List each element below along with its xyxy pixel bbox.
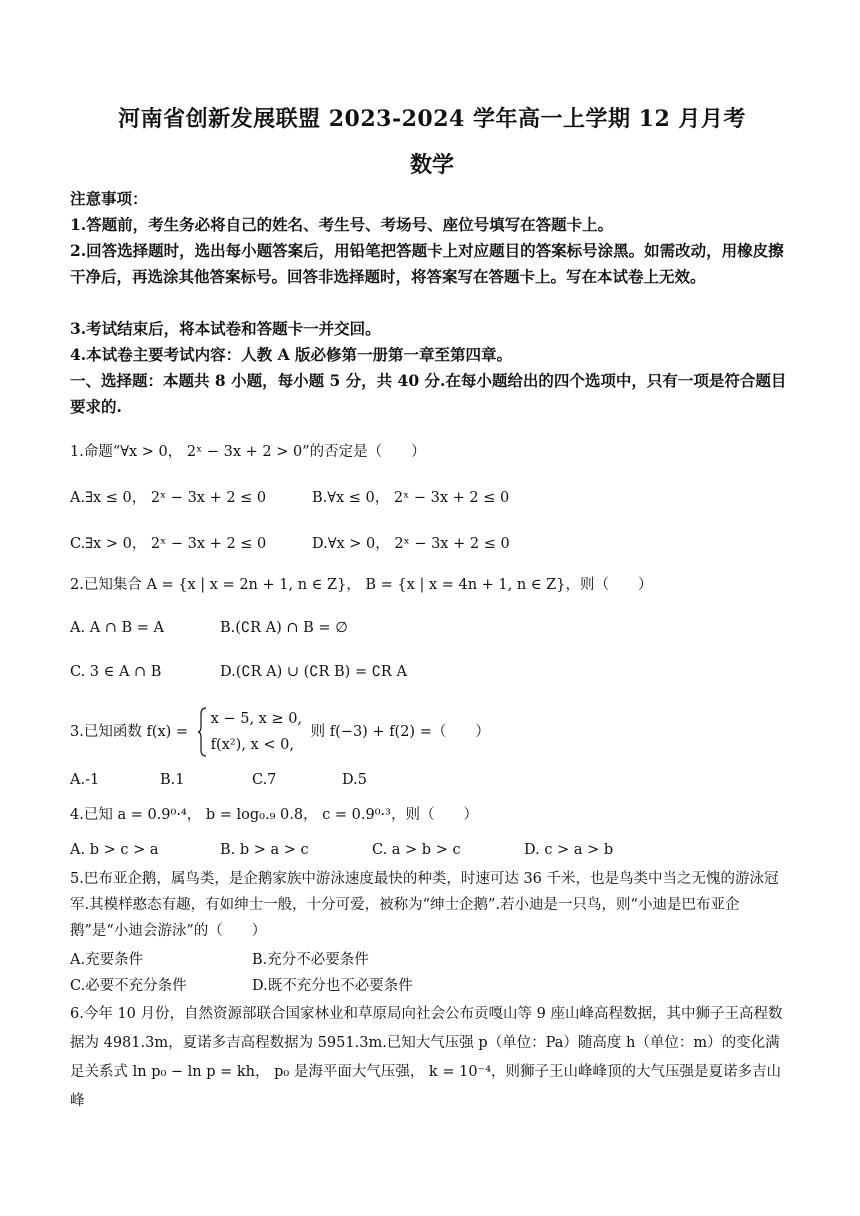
question-4-stem: 4.已知 a = 0.9⁰·⁴， b = log₀.₉ 0.8， c = 0.9⁰·³，则（ ） — [70, 807, 478, 823]
question-4-option-d: D. c > a > b — [524, 842, 614, 858]
section-heading: 一、选择题：本题共 8 小题，每小题 5 分，共 40 分.在每小题给出的四个选项中，只有一项是符合题目要求的. — [70, 371, 787, 416]
notice-item-4: 4.本试卷主要考试内容：人教 A 版必修第一册第一章至第四章。 — [70, 345, 513, 364]
question-3-stem-prefix: 3.已知函数 f(x) = — [70, 724, 189, 740]
notice-item-2: 2.回答选择题时，选出每小题答案后，用铅笔把答题卡上对应题目的答案标号涂黑。如需改动，用橡皮擦干净后，再选涂其他答案标号。回答非选择题时，将答案写在答题卡上。写在本试卷上无效。 — [70, 241, 784, 286]
question-4-option-a: A. b > c > a — [70, 842, 159, 858]
question-6-stem: 6.今年 10 月份，自然资源部联合国家林业和草原局向社会公布贡嘎山等 9 座山峰高程数据，其中狮子王高程数据为 4981.3m，夏诺多吉高程数据为 5951.3m.已知大气压强 p（单位：Pa）随高度 h（单位：m）的变化满足关系式 ln p₀ − ln p = kh， p₀ 是海平面大气压强， k = 10⁻⁴，则狮子王山峰峰顶的大气压强是夏诺多吉山峰 — [70, 1006, 783, 1109]
question-3-option-a: A.-1 — [70, 772, 100, 788]
question-1-option-b: B.∀x ≤ 0， 2ˣ − 3x + 2 ≤ 0 — [312, 490, 510, 506]
question-5-option-a: A.充要条件 — [70, 952, 144, 968]
exam-subject: 数学 — [409, 152, 454, 178]
question-3-stem-suffix: 则 f(−3) + f(2) =（ ） — [310, 724, 490, 740]
question-1-stem: 1.命题“∀x > 0， 2ˣ − 3x + 2 > 0”的否定是（ ） — [70, 444, 426, 460]
question-2-option-b: B.(∁R A) ∩ B = ∅ — [220, 620, 348, 636]
question-1-option-d: D.∀x > 0， 2ˣ − 3x + 2 ≤ 0 — [312, 536, 510, 552]
piecewise-function — [197, 706, 302, 758]
question-2-option-c: C. 3 ∈ A ∩ B — [70, 664, 162, 680]
question-3-option-d: D.5 — [342, 772, 367, 788]
question-1-option-a: A.∃x ≤ 0， 2ˣ − 3x + 2 ≤ 0 — [70, 490, 267, 506]
left-brace-icon — [197, 706, 207, 758]
question-2-stem: 2.已知集合 A = {x | x = 2n + 1, n ∈ Z}， B = {x | x = 4n + 1, n ∈ Z}，则（ ） — [70, 577, 653, 593]
question-3-stem — [70, 706, 794, 758]
notice-heading: 注意事项： — [70, 189, 148, 208]
piece-line-2: f(x²), x < 0, — [210, 737, 294, 753]
piece-line-1: x − 5, x ≥ 0, — [210, 711, 303, 727]
question-5-option-c: C.必要不充分条件 — [70, 978, 187, 994]
question-4-option-b: B. b > a > c — [220, 842, 309, 858]
question-4-option-c: C. a > b > c — [372, 842, 461, 858]
question-5-option-b: B.充分不必要条件 — [252, 952, 369, 968]
question-5-option-d: D.既不充分也不必要条件 — [252, 978, 413, 994]
exam-title: 河南省创新发展联盟 2023-2024 学年高一上学期 12 月月考 — [118, 106, 746, 132]
question-1-option-c: C.∃x > 0， 2ˣ − 3x + 2 ≤ 0 — [70, 536, 267, 552]
question-3-option-b: B.1 — [160, 772, 185, 788]
question-2-option-d: D.(∁R A) ∪ (∁R B) = ∁R A — [220, 664, 407, 680]
question-5-stem: 5.巴布亚企鹅，属鸟类，是企鹅家族中游泳速度最快的种类，时速可达 36 千米，也是鸟类中当之无愧的游泳冠军.其模样憨态有趣，有如绅士一般，十分可爱，被称为“绅士企鹅”.若小迪是一只鸟，则“小迪是巴布亚企鹅”是“小迪会游泳”的（ ） — [70, 871, 779, 939]
question-2-option-a: A. A ∩ B = A — [70, 620, 165, 636]
notice-item-1: 1.答题前，考生务必将自己的姓名、考生号、考场号、座位号填写在答题卡上。 — [70, 215, 614, 234]
question-3-option-c: C.7 — [252, 772, 277, 788]
notice-item-3: 3.考试结束后，将本试卷和答题卡一并交回。 — [70, 319, 381, 338]
